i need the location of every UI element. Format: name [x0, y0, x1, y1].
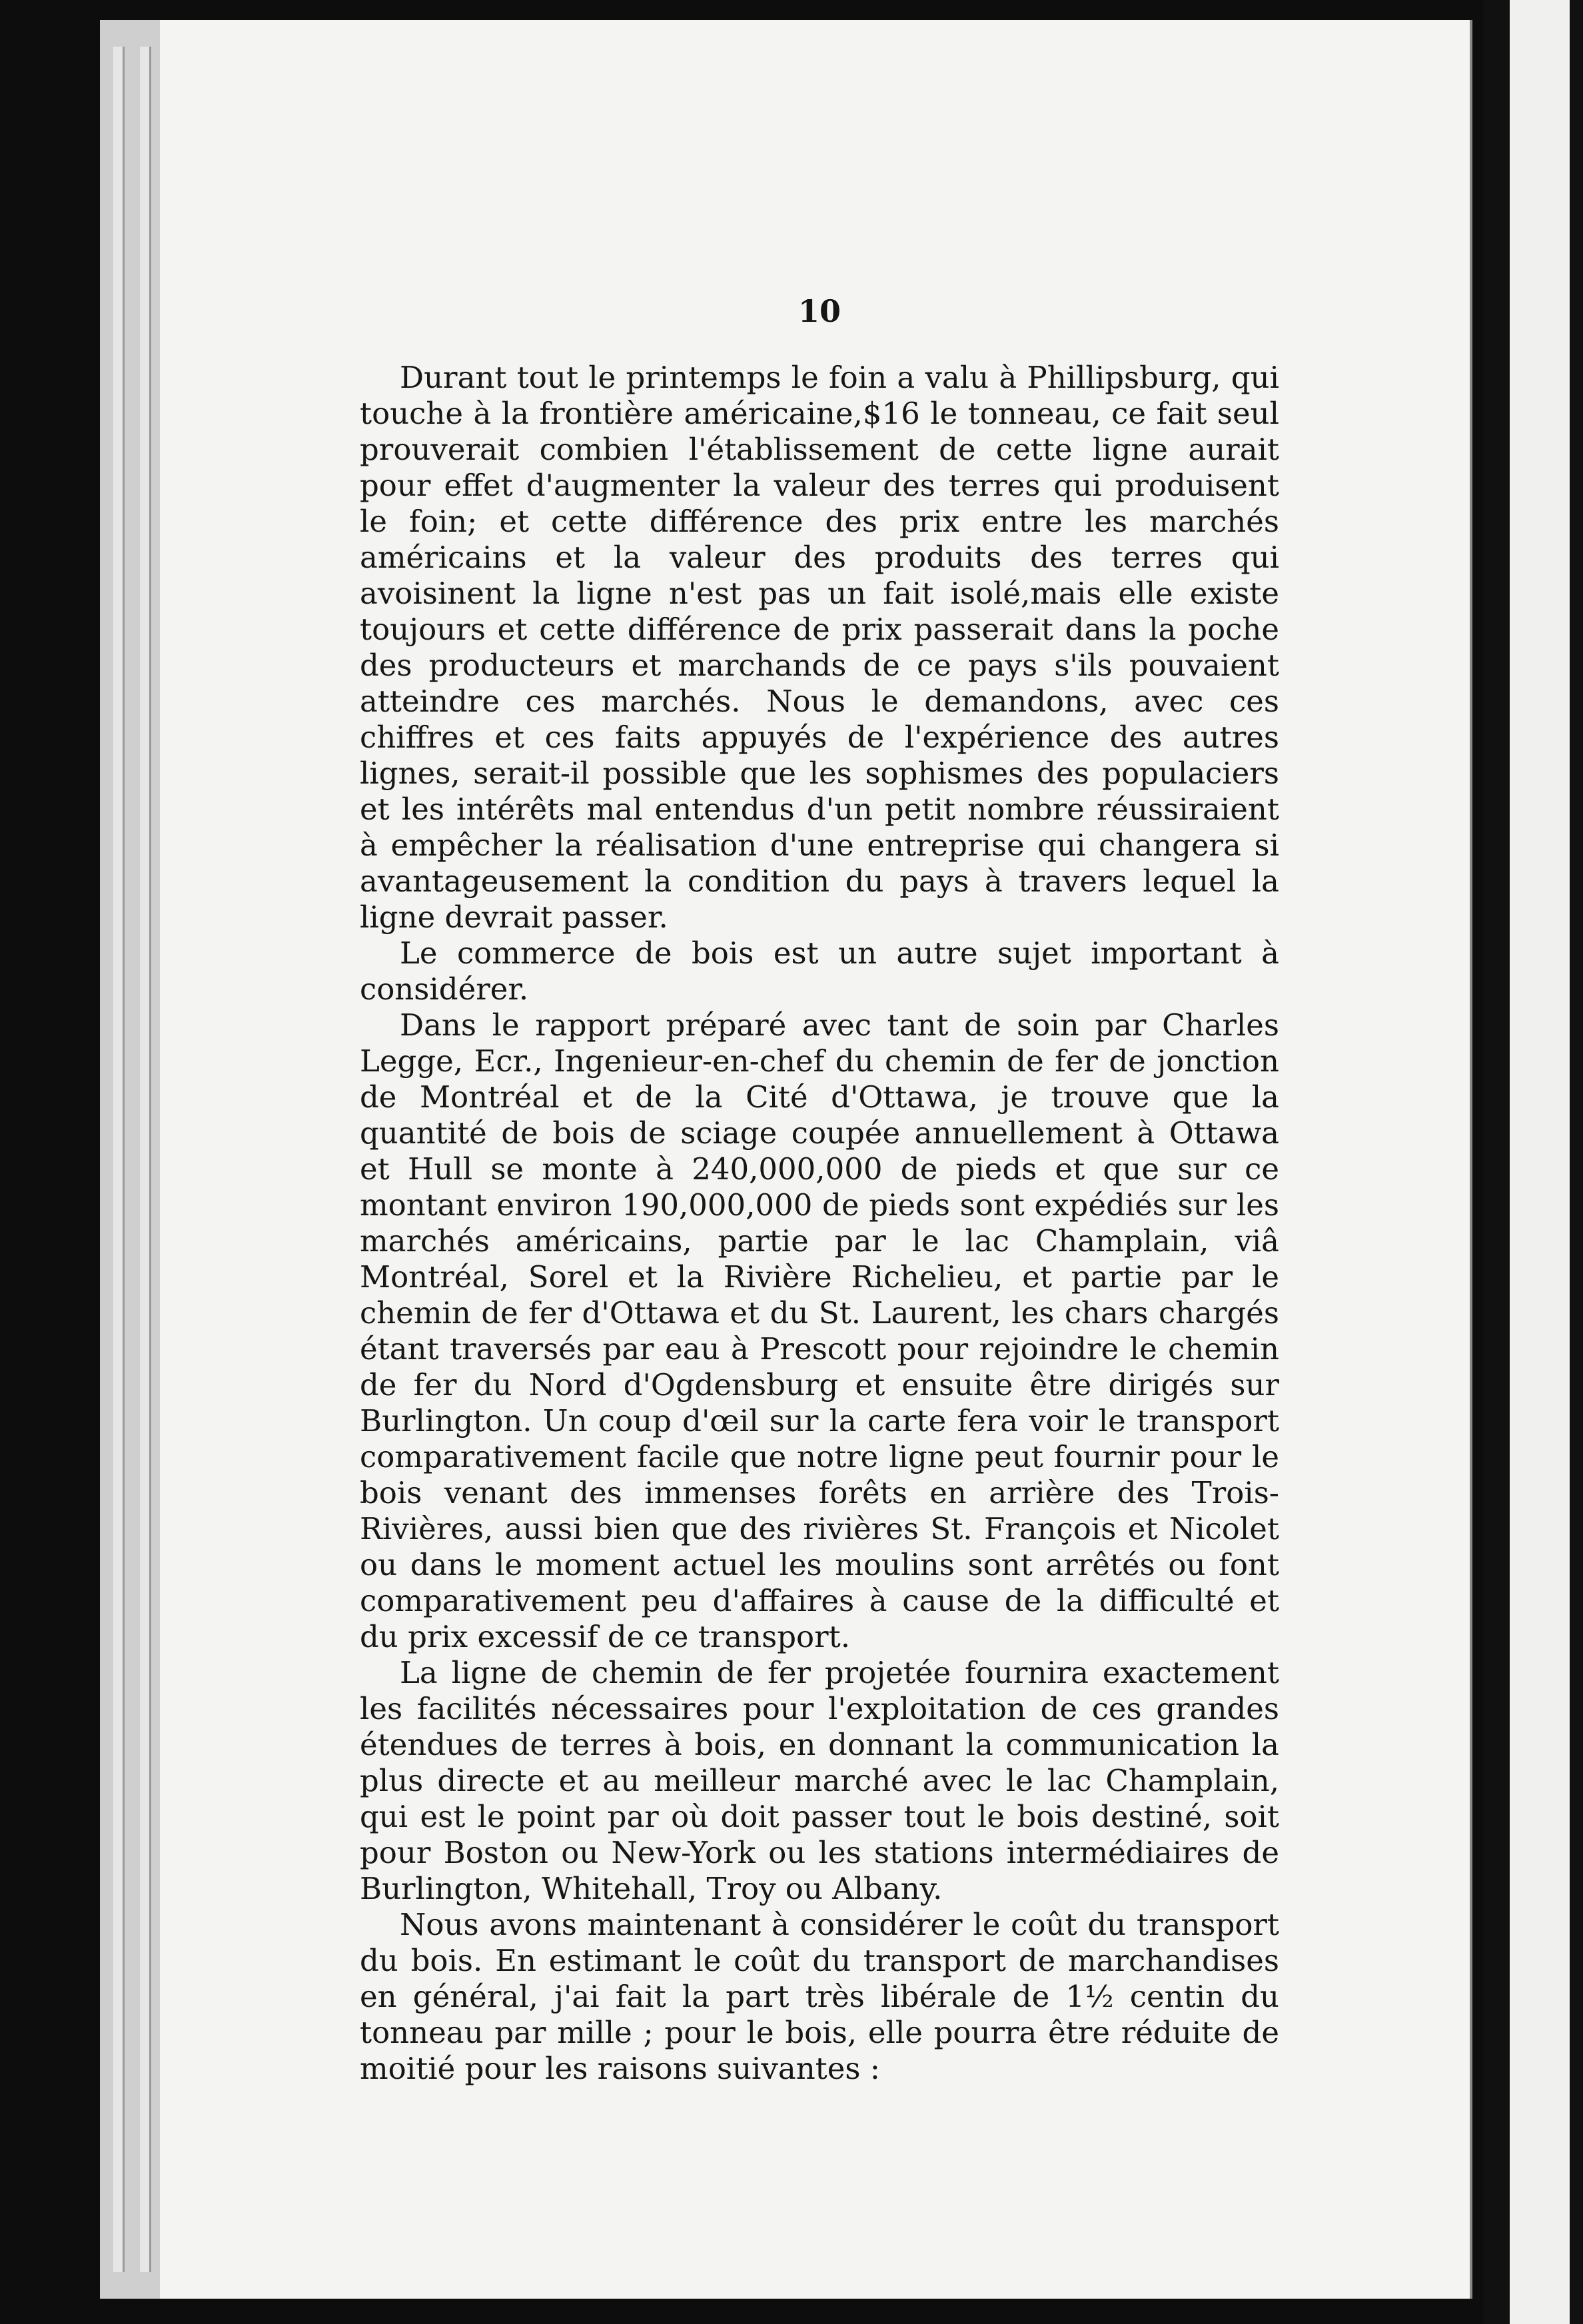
paragraph: Durant tout le printemps le foin a valu à Phillipsburg, qui touche à la frontière américaine,$16 le tonneau, ce fait seul prouverait combien l'établissement de cette ligne aurait pour effet d'augmenter la valeur des terres qui produisent le foin; et cette différence des prix entre les marchés américains et la valeur des produits des terres qui avoisinent la ligne n'est pas un fait isolé,mais elle existe toujours et cette différence de prix passerait dans la poche des producteurs et marchands de ce pays s'ils pouvaient atteindre ces marchés. Nous le demandons, avec ces chiffres et ces faits appuyés de l'expérience des autres lignes, serait-il possible que les sophismes des populaciers et les intérêts mal entendus d'un petit nombre réussiraient à empêcher la réalisation d'une entreprise qui changera si avantageusement la condition du pays à travers lequel la ligne devrait passer.	[360, 360, 1279, 935]
body-text	[360, 293, 1279, 2087]
page-edge	[140, 47, 151, 2272]
page-number: 10	[797, 293, 841, 329]
paragraph: Le commerce de bois est un autre sujet important à considérer.	[360, 935, 1279, 1007]
next-page-edge	[1510, 0, 1570, 2324]
paragraph: Dans le rapport préparé avec tant de soin par Charles Legge, Ecr., Ingenieur-en-chef du chemin de fer de jonction de Montréal et de la Cité d'Ottawa, je trouve que la quantité de bois de sciage coupée annuellement à Ottawa et Hull se monte à 240,000,000 de pieds et que sur ce montant environ 190,000,000 de pieds sont expédiés sur les marchés américains, partie par le lac Champlain, viâ Montréal, Sorel et la Rivière Richelieu, et partie par le chemin de fer d'Ottawa et du St. Laurent, les chars chargés étant traversés par eau à Prescott pour rejoindre le chemin de fer du Nord d'Ogdensburg et ensuite être dirigés sur Burlington. Un coup d'œil sur la carte fera voir le transport comparativement facile que notre ligne peut fournir pour le bois venant des immenses forêts en arrière des Trois-Rivières, aussi bien que des rivières St. François et Nicolet ou dans le moment actuel les moulins sont arrêtés ou font comparativement peu d'affaires à cause de la difficulté et du prix excessif de ce transport.	[360, 1007, 1279, 1654]
paragraph: La ligne de chemin de fer projetée fournira exactement les facilités nécessaires pour l'exploitation de ces grandes étendues de terres à bois, en donnant la communication la plus directe et au meilleur marché avec le lac Champlain, qui est le point par où doit passer tout le bois destiné, soit pour Boston ou New-York ou les stations intermédiaires de Burlington, Whitehall, Troy ou Albany.	[360, 1655, 1279, 1906]
page-edge	[113, 47, 125, 2272]
scan-border	[1483, 0, 1583, 2324]
paragraph: Nous avons maintenant à considérer le coût du transport du bois. En estimant le coût du transport de marchandises en général, j'ai fait la part très libérale de 1½ centin du tonneau par mille ; pour le bois, elle pourra être réduite de moitié pour les raisons suivantes :	[360, 1907, 1279, 2086]
